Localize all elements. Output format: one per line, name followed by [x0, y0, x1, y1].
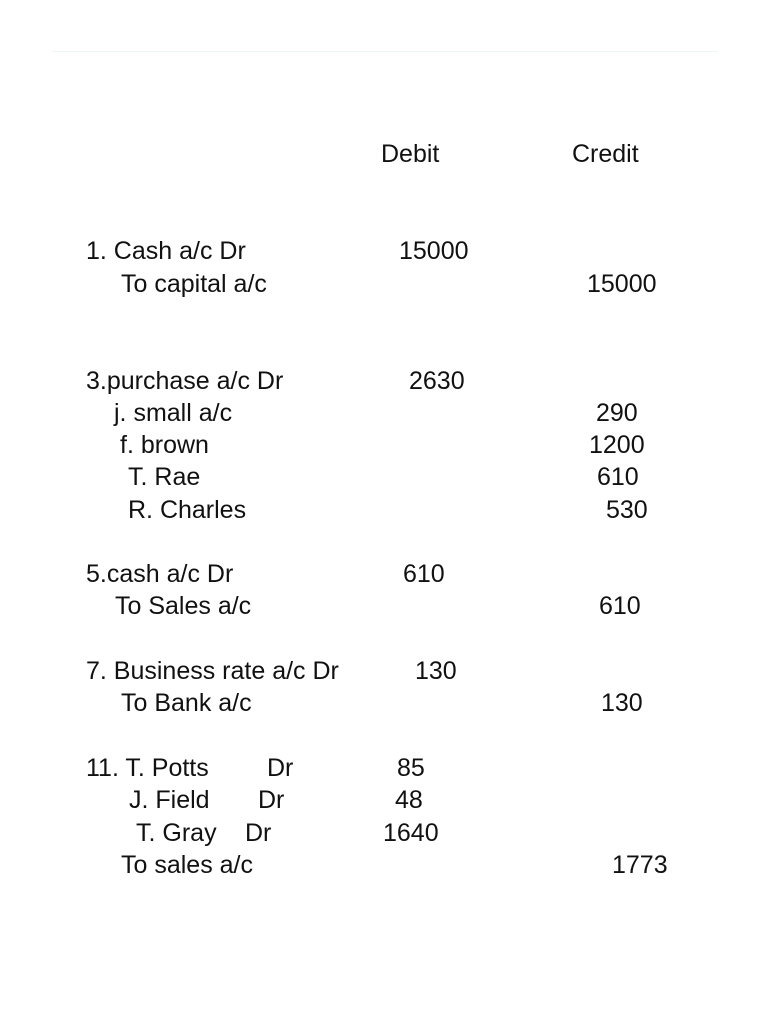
- entry-11-debit-account-3: T. Gray: [136, 819, 217, 847]
- entry-1-credit-account: To capital a/c: [121, 270, 267, 298]
- entry-5-credit-account: To Sales a/c: [115, 592, 252, 620]
- entry-5-debit-amount: 610: [403, 560, 445, 588]
- entry-7-credit-amount: 130: [601, 689, 643, 717]
- entry-5-credit-amount: 610: [599, 592, 641, 620]
- entry-11-debit-amount-1: 85: [397, 754, 425, 782]
- entry-11-debit-account-2: J. Field: [129, 786, 210, 814]
- entry-11-debit-amount-2: 48: [395, 786, 423, 814]
- entry-3-credit-account-2: f. brown: [120, 431, 209, 459]
- entry-3-credit-account-3: T. Rae: [128, 463, 201, 491]
- entry-3-debit-amount: 2630: [409, 367, 465, 395]
- entry-11-credit-account: To sales a/c: [121, 851, 254, 879]
- entry-3-credit-amount-1: 290: [596, 399, 638, 427]
- credit-column-header: Credit: [572, 140, 639, 168]
- entry-5-debit-account: 5.cash a/c Dr: [86, 560, 234, 588]
- entry-1-debit-account: 1. Cash a/c Dr: [86, 237, 246, 265]
- entry-7-debit-amount: 130: [415, 657, 457, 685]
- debit-column-header: Debit: [381, 140, 440, 168]
- entry-3-debit-account: 3.purchase a/c Dr: [86, 367, 284, 395]
- entry-11-dr-marker-3: Dr: [245, 819, 272, 847]
- entry-11-dr-marker-1: Dr: [267, 754, 294, 782]
- entry-3-credit-account-1: j. small a/c: [114, 399, 233, 427]
- entry-7-debit-account: 7. Business rate a/c Dr: [86, 657, 339, 685]
- entry-11-debit-amount-3: 1640: [383, 819, 439, 847]
- entry-3-credit-amount-4: 530: [606, 496, 648, 524]
- entry-3-credit-account-4: R. Charles: [128, 496, 247, 524]
- entry-7-credit-account: To Bank a/c: [121, 689, 252, 717]
- top-divider: [52, 51, 718, 52]
- entry-11-credit-amount: 1773: [612, 851, 668, 879]
- entry-11-dr-marker-2: Dr: [258, 786, 285, 814]
- entry-11-debit-account-1: 11. T. Potts: [86, 754, 209, 782]
- entry-3-credit-amount-3: 610: [597, 463, 639, 491]
- entry-1-debit-amount: 15000: [399, 237, 469, 265]
- entry-3-credit-amount-2: 1200: [589, 431, 645, 459]
- entry-1-credit-amount: 15000: [587, 270, 657, 298]
